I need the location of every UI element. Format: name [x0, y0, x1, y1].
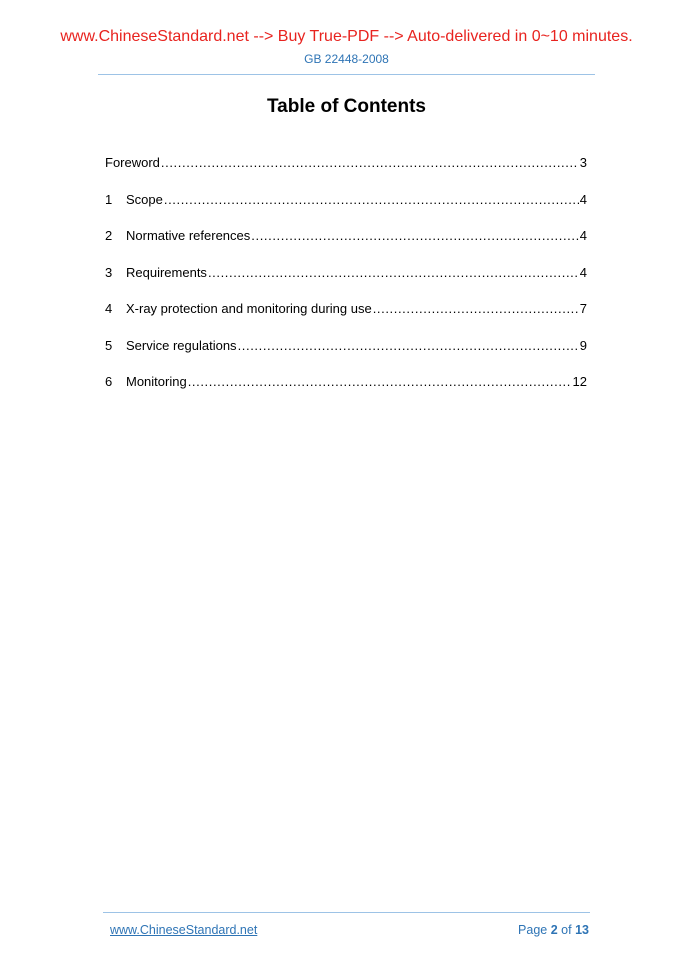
- toc-entry-foreword[interactable]: [105, 155, 587, 192]
- toc-entry-monitoring[interactable]: [105, 374, 587, 411]
- promo-banner: www.ChineseStandard.net --> Buy True-PDF --> Auto-delivered in 0~10 minutes.: [60, 28, 633, 45]
- toc-leader-dots: [373, 301, 579, 316]
- toc-entry-number: 3: [105, 264, 113, 280]
- toc-entry-page: 4: [579, 228, 587, 243]
- page-prefix: Page: [518, 923, 548, 937]
- toc-entry-number: 2: [105, 228, 113, 243]
- toc-entry-normative-references[interactable]: [105, 228, 587, 265]
- toc-leader-dots: [164, 192, 579, 207]
- toc-leader-dots: [238, 338, 579, 353]
- standard-number: GB 22448-2008: [304, 52, 389, 66]
- toc-leader-dots: [251, 228, 578, 243]
- current-page-number: 2: [550, 923, 558, 937]
- footer-divider: [103, 912, 590, 913]
- toc-entry-number: 1: [105, 191, 113, 207]
- page-indicator: [518, 923, 589, 937]
- toc-entry-label: Normative references: [126, 228, 251, 243]
- header-divider: [98, 74, 595, 75]
- toc-entry-page: 4: [579, 191, 587, 207]
- toc-entry-number: 6: [105, 374, 113, 389]
- toc-entry-page: 7: [579, 301, 587, 316]
- toc-entry-page: 9: [579, 337, 587, 353]
- toc-entry-page: 3: [579, 155, 587, 170]
- footer-website-link[interactable]: www.ChineseStandard.net: [110, 923, 258, 937]
- toc-entry-requirements[interactable]: [105, 265, 587, 302]
- toc-entry-scope[interactable]: [105, 192, 587, 229]
- toc-leader-dots: [188, 374, 572, 389]
- toc-leader-dots: [161, 155, 579, 170]
- toc-entry-label: Requirements: [126, 264, 207, 280]
- toc-entry-label: Foreword: [105, 155, 160, 170]
- page-of: of: [561, 923, 572, 937]
- toc-entry-xray-protection[interactable]: [105, 301, 587, 338]
- table-of-contents: [105, 155, 587, 411]
- toc-leader-dots: [208, 265, 579, 280]
- toc-entry-page: 4: [579, 264, 587, 280]
- total-pages-number: 13: [575, 923, 589, 937]
- toc-entry-number: 4: [105, 301, 113, 316]
- toc-entry-label: Scope: [126, 191, 163, 207]
- toc-entry-label: Service regulations: [126, 337, 237, 353]
- toc-entry-service-regulations[interactable]: [105, 338, 587, 375]
- toc-entry-label: Monitoring: [126, 374, 187, 389]
- toc-entry-page: 12: [572, 374, 587, 389]
- toc-entry-number: 5: [105, 337, 113, 353]
- page-title: Table of Contents: [266, 96, 427, 117]
- toc-entry-label: X-ray protection and monitoring during use: [126, 301, 372, 316]
